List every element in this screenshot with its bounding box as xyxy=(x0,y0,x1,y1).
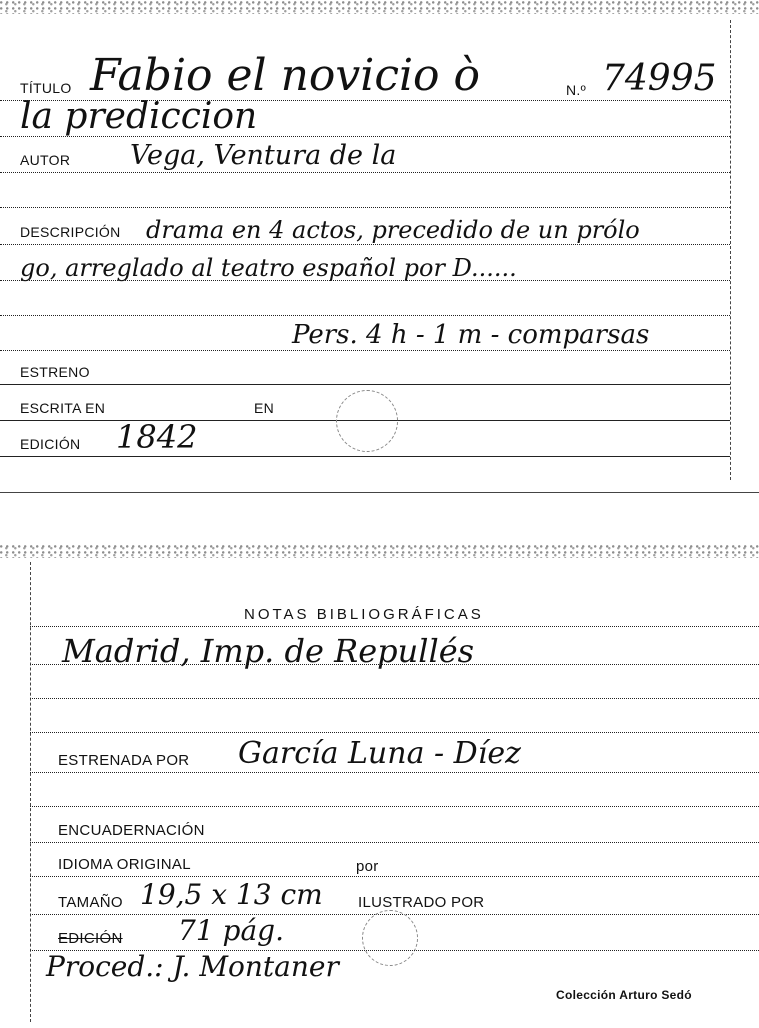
value-tamano: 19,5 x 13 cm xyxy=(140,878,323,911)
value-estrenada-por: García Luna - Díez xyxy=(238,736,521,771)
label-edicion-bottom: EDICIÓN xyxy=(58,930,123,947)
value-numero: 74995 xyxy=(602,58,717,99)
label-escrita-en: ESCRITA EN xyxy=(20,400,106,416)
value-paginas: 71 pág. xyxy=(178,914,284,947)
catalog-card-bottom xyxy=(0,540,759,1028)
rule-blank-3 xyxy=(30,698,759,699)
rule-personajes xyxy=(0,350,730,351)
label-numero: N.º xyxy=(566,82,587,98)
rule-descripcion-2 xyxy=(0,280,730,281)
catalog-card-top xyxy=(0,0,759,495)
card-edge-texture xyxy=(0,0,759,14)
value-descripcion-line1: drama en 4 actos, precedido de un prólo xyxy=(146,216,640,244)
rule-descripcion-1 xyxy=(0,244,730,245)
card-right-edge xyxy=(730,20,731,480)
footer-coleccion: Colección Arturo Sedó xyxy=(556,988,692,1002)
rule-estreno xyxy=(0,384,730,385)
rule-blank-1 xyxy=(0,207,730,208)
value-titulo-line1: Fabio el novicio ò xyxy=(90,50,481,101)
rule-autor xyxy=(0,172,730,173)
value-notas: Madrid, Imp. de Repullés xyxy=(62,632,475,670)
rule-idioma xyxy=(30,876,759,877)
label-ilustrado-por: ILUSTRADO POR xyxy=(358,894,485,911)
notas-heading: NOTAS BIBLIOGRÁFICAS xyxy=(244,606,484,623)
rule-notas xyxy=(30,664,759,665)
label-descripcion: DESCRIPCIÓN xyxy=(20,224,121,240)
rule-encuadernacion xyxy=(30,842,759,843)
label-titulo: TÍTULO xyxy=(20,80,72,96)
label-autor: AUTOR xyxy=(20,152,71,168)
label-estreno: ESTRENO xyxy=(20,364,90,380)
value-personajes: Pers. 4 h - 1 m - comparsas xyxy=(292,320,650,350)
value-edicion: 1842 xyxy=(116,418,198,456)
stamp-circle xyxy=(336,390,398,452)
rule-heading xyxy=(30,626,759,627)
label-en: EN xyxy=(254,400,275,416)
stamp-circle-bottom xyxy=(362,910,418,966)
rule-titulo-2 xyxy=(0,136,730,137)
rule-edicion xyxy=(0,456,730,457)
label-edicion: EDICIÓN xyxy=(20,436,81,452)
rule-estrenada xyxy=(30,772,759,773)
label-estrenada-por: ESTRENADA POR xyxy=(58,752,190,769)
label-por: por xyxy=(356,858,379,875)
card-left-edge xyxy=(30,562,31,1022)
value-titulo-line2: la prediccion xyxy=(20,96,258,137)
value-autor: Vega, Ventura de la xyxy=(130,140,397,171)
label-idioma-original: IDIOMA ORIGINAL xyxy=(58,856,191,873)
value-descripcion-line2: go, arreglado al teatro español por D...... xyxy=(20,254,517,282)
card-bottom-edge xyxy=(0,492,759,493)
card-edge-texture xyxy=(0,544,759,558)
label-encuadernacion: ENCUADERNACIÓN xyxy=(58,822,205,839)
rule-blank-5 xyxy=(30,806,759,807)
rule-blank-4 xyxy=(30,732,759,733)
label-tamano: TAMAÑO xyxy=(58,894,123,911)
value-proced: Proced.: J. Montaner xyxy=(46,950,339,983)
rule-blank-2 xyxy=(0,315,730,316)
